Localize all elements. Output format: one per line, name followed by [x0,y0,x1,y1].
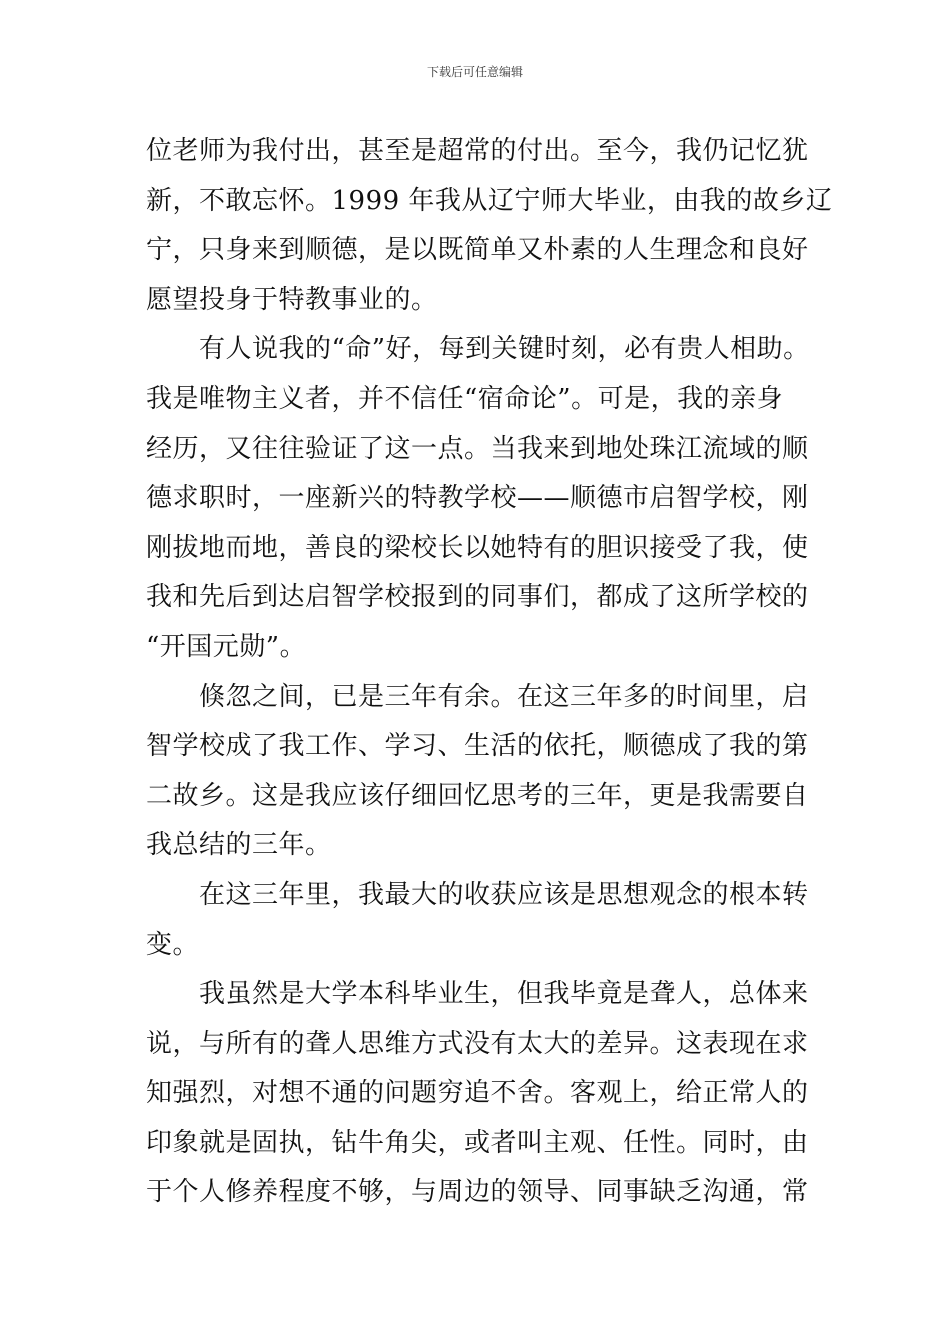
text-line: 我总结的三年。 [146,830,332,861]
text-line: 知强烈，对想不通的问题穷追不舍。客观上，给正常人的 [146,1078,809,1109]
text-line: 我虽然是大学本科毕业生，但我毕竟是聋人，总体来 [146,979,809,1010]
page-header: 下载后可任意编辑 [426,65,523,79]
text-line: 二故乡。这是我应该仔细回忆思考的三年，更是我需要自 [146,780,809,811]
text-line: 我和先后到达启智学校报到的同事们，都成了这所学校的 [146,582,809,613]
text-line: 说，与所有的聋人思维方式没有太大的差异。这表现在求 [146,1028,809,1059]
text-line: 宁，只身来到顺德，是以既简单又朴素的人生理念和良好 [146,235,809,266]
text-line: 愿望投身于特教事业的。 [146,284,438,315]
document-body [146,127,833,1218]
text-line: 有人说我的“命”好，每到关键时刻，必有贵人相助。 [146,334,810,365]
text-line: 在这三年里，我最大的收获应该是思想观念的根本转 [146,879,809,910]
text-line: 倏忽之间，已是三年有余。在这三年多的时间里，启 [146,681,809,712]
text-line: 经历，又往往验证了这一点。当我来到地处珠江流域的顺 [146,433,809,464]
text-line: 印象就是固执，钻牛角尖，或者叫主观、任性。同时，由 [146,1127,809,1158]
text-line: 刚拔地而地，善良的梁校长以她特有的胆识接受了我，使 [146,532,809,563]
text-line: 于个人修养程度不够，与周边的领导、同事缺乏沟通，常 [146,1177,809,1208]
text-line: 变。 [146,929,200,960]
text-line: 新，不敢忘怀。1999 年我从辽宁师大毕业，由我的故乡辽 [146,185,833,216]
text-line: 智学校成了我工作、学习、生活的依托，顺德成了我的第 [146,731,809,762]
text-line: 我是唯物主义者，并不信任“宿命论”。可是，我的亲身 [146,383,784,414]
text-line: 德求职时，一座新兴的特教学校——顺德市启智学校，刚 [146,483,809,514]
text-line: “开国元勋”。 [146,631,307,662]
text-line: 位老师为我付出，甚至是超常的付出。至今，我仍记忆犹 [146,136,809,166]
